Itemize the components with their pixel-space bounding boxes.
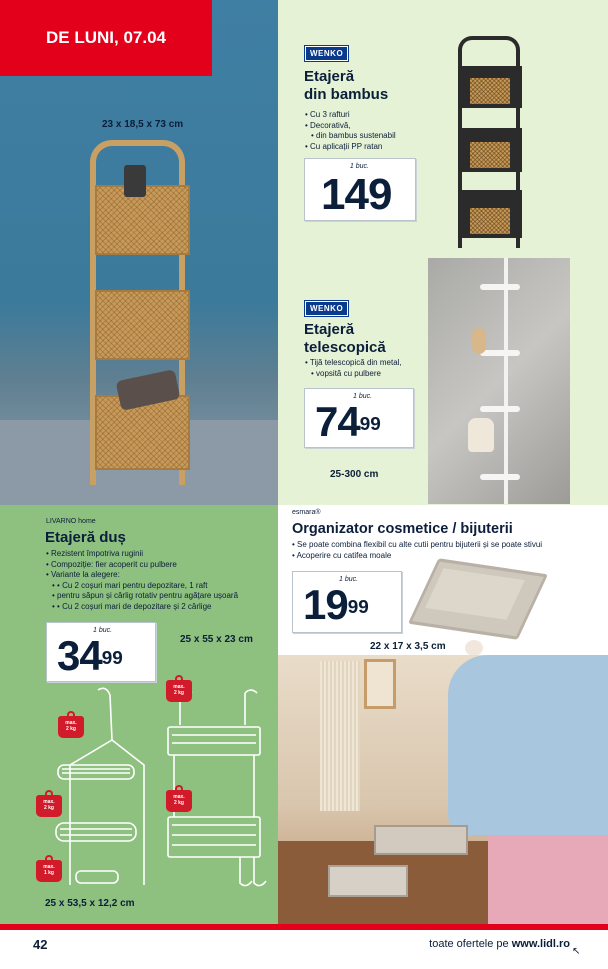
jewelry-box: [328, 865, 408, 897]
brush: [472, 328, 486, 354]
sub-bullet: • • Cu 2 coșuri mari de depozitare și 2 cârlige: [46, 602, 276, 613]
wenko-logo-bamboo: [305, 43, 348, 61]
bamboo-title-line2: din bambus: [304, 86, 389, 103]
weight-badge-3: max. 1 kg: [36, 860, 62, 882]
person-top: [448, 655, 608, 835]
bamboo-price-box: [304, 158, 416, 221]
picture-frame: [364, 659, 396, 709]
price-qty: 1 buc.: [353, 393, 373, 400]
sub-bullet-continuation: • pentru săpun și cârlig rotativ pentru agățare ușoară: [46, 591, 276, 602]
bamboo-bullets: [305, 110, 445, 152]
shower-title: Etajeră duș: [45, 529, 126, 546]
bullet: • Acoperire cu catifea moale: [292, 551, 592, 562]
bamboo-title: [304, 68, 388, 104]
glove: [468, 418, 494, 452]
corner-shelf-1: [480, 284, 520, 290]
cursor-arrow-icon: ↖: [572, 946, 581, 957]
shower-bullets: [46, 549, 276, 612]
bullet: • Cu 3 rafturi: [305, 110, 445, 121]
person-pants: [488, 835, 608, 925]
shower-dimensions-a: 25 x 55 x 23 cm: [180, 634, 253, 645]
dark-basket-top: [458, 66, 522, 108]
weight-badge-5: max. 2 kg: [166, 790, 192, 812]
weight-badge-2: max. 2 kg: [36, 795, 62, 817]
corner-shelf-4: [480, 474, 520, 480]
telescopic-shelf-photo: [428, 258, 570, 504]
corner-shelf-3: [480, 406, 520, 412]
corner-shelf-2: [480, 350, 520, 356]
footer-text: toate ofertele pe: [429, 938, 509, 950]
shower-price-box: [46, 622, 156, 682]
price-value: 149: [321, 170, 392, 219]
lidl-website-link[interactable]: www.lidl.ro: [511, 938, 570, 950]
price-qty: 1 buc.: [349, 163, 369, 170]
footer-promo: [429, 938, 570, 950]
price-qty: 1 buc.: [93, 627, 113, 634]
wenko-logo-telescopic: [305, 298, 348, 316]
price-qty: 1 buc.: [339, 576, 359, 583]
shower-dimensions-b: 25 x 53,5 x 12,2 cm: [45, 898, 135, 909]
bullet-continuation: • vopsită cu pulbere: [305, 369, 435, 380]
brand-esmara: esmara®: [292, 509, 321, 516]
toiletry-bottle: [124, 165, 146, 197]
bullet: • Decorativă,: [305, 121, 445, 132]
bullet: • Variante la alegere:: [46, 570, 276, 581]
weight-badge-1: max. 2 kg: [58, 716, 84, 738]
telescopic-title-line1: Etajeră: [304, 321, 355, 338]
dark-basket-bottom: [458, 190, 522, 238]
telescopic-dimensions: 25-300 cm: [330, 469, 379, 480]
bamboo-title-line1: Etajeră: [304, 68, 355, 85]
organizer-dimensions: 22 x 17 x 3,5 cm: [370, 641, 446, 652]
bullet: • Se poate combina flexibil cu alte cutii pentru bijuterii și se poate stivui: [292, 540, 592, 551]
sub-bullet: • • Cu 2 coșuri mari pentru depozitare, 1 raft: [46, 581, 276, 592]
telescopic-title: [304, 321, 386, 357]
brand-livarno: LIVARNO home: [46, 518, 96, 525]
bullet: • Compoziție: fier acoperit cu pulbere: [46, 560, 276, 571]
dark-basket-middle: [458, 128, 522, 172]
weight-badge-4: max. 2 kg: [166, 680, 192, 702]
price-value: $34^{99}$: [57, 632, 123, 679]
telescopic-price-box: [304, 388, 414, 448]
brand-wenko: WENKO: [305, 46, 348, 61]
brand-wenko: WENKO: [305, 301, 348, 316]
pole: [504, 258, 508, 504]
telescopic-title-line2: telescopică: [304, 339, 386, 356]
telescopic-bullets: [305, 358, 435, 379]
bullet-continuation: • din bambus sustenabil: [305, 131, 445, 142]
price-value: $74^{99}$: [315, 398, 381, 445]
price-value: $19^{99}$: [303, 581, 369, 628]
bullet: • Cu aplicații PP ratan: [305, 142, 445, 153]
bamboo-dimensions: 23 x 18,5 x 73 cm: [102, 119, 184, 130]
date-banner-text: DE LUNI, 07.04: [46, 28, 166, 47]
wall-hanging: [320, 661, 360, 811]
organizer-price-box: [292, 571, 402, 633]
page-number: 42: [33, 937, 48, 952]
earring-shell: [465, 640, 483, 656]
bamboo-basket-middle: [95, 290, 190, 360]
bullet: • Rezistent împotriva ruginii: [46, 549, 276, 560]
date-banner: [0, 0, 212, 76]
bullet: • Tijă telescopică din metal,: [305, 358, 435, 369]
jewelry-box-stack: [374, 825, 468, 855]
jewelry-lifestyle-photo: [278, 655, 608, 925]
organizer-title: Organizator cosmetice / bijuterii: [292, 521, 513, 537]
footer-red-stripe: [0, 924, 608, 930]
